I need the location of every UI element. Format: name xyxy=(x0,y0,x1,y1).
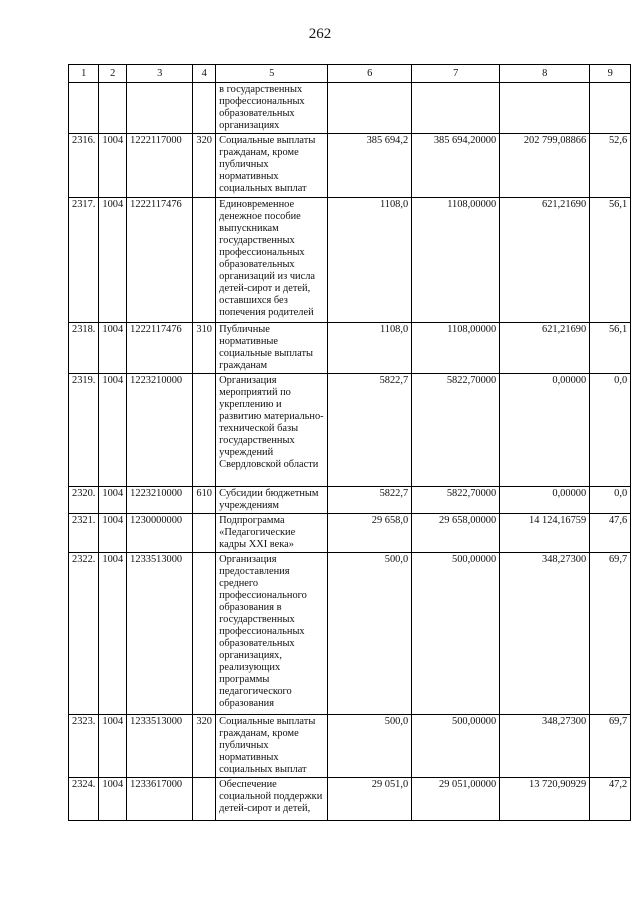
percent-col-9: 56,1 xyxy=(590,323,631,374)
section-code: 1004 xyxy=(99,198,127,323)
section-code: 1004 xyxy=(99,487,127,514)
expense-type-code xyxy=(193,514,216,553)
table-row xyxy=(69,83,631,134)
percent-col-9: 56,1 xyxy=(590,198,631,323)
percent-col-9: 47,2 xyxy=(590,778,631,821)
value-col-7: 5822,70000 xyxy=(412,374,500,487)
percent-col-9: 0,0 xyxy=(590,487,631,514)
value-col-8: 348,27300 xyxy=(500,715,590,778)
value-col-8: 14 124,16759 xyxy=(500,514,590,553)
header-cell: 6 xyxy=(328,65,412,83)
section-code: 1004 xyxy=(99,715,127,778)
target-article-code: 1223210000 xyxy=(127,487,193,514)
header-row xyxy=(69,65,631,83)
section-code: 1004 xyxy=(99,323,127,374)
item-name: Обеспечение социальной поддержки детей-сирот и детей, xyxy=(216,778,328,821)
value-col-6: 1108,0 xyxy=(328,323,412,374)
value-col-7: 500,00000 xyxy=(412,715,500,778)
item-name: Субсидии бюджетным учреждениям xyxy=(216,487,328,514)
expense-type-code xyxy=(193,553,216,715)
expense-type-code xyxy=(193,198,216,323)
target-article-code: 1223210000 xyxy=(127,374,193,487)
item-name: Социальные выплаты гражданам, кроме публичных нормативных социальных выплат xyxy=(216,134,328,198)
table-row xyxy=(69,715,631,778)
value-col-8: 348,27300 xyxy=(500,553,590,715)
row-number: 2317. xyxy=(69,198,99,323)
item-name: Организация мероприятий по укреплению и развитию материально-технической базы государственных учреждений Свердловской области xyxy=(216,374,328,487)
table-row xyxy=(69,487,631,514)
value-col-8 xyxy=(500,83,590,134)
value-col-6: 29 051,0 xyxy=(328,778,412,821)
target-article-code: 1222117476 xyxy=(127,323,193,374)
value-col-6: 5822,7 xyxy=(328,487,412,514)
table-row xyxy=(69,514,631,553)
expense-type-code xyxy=(193,374,216,487)
value-col-8: 13 720,90929 xyxy=(500,778,590,821)
target-article-code: 1233513000 xyxy=(127,553,193,715)
value-col-8: 0,00000 xyxy=(500,487,590,514)
row-number xyxy=(69,83,99,134)
value-col-7: 1108,00000 xyxy=(412,323,500,374)
budget-table xyxy=(68,64,631,821)
header-cell: 9 xyxy=(590,65,631,83)
header-cell: 7 xyxy=(412,65,500,83)
section-code: 1004 xyxy=(99,374,127,487)
row-number: 2316. xyxy=(69,134,99,198)
value-col-6: 500,0 xyxy=(328,553,412,715)
table-row xyxy=(69,374,631,487)
header-cell: 5 xyxy=(216,65,328,83)
table-row xyxy=(69,778,631,821)
header-cell: 1 xyxy=(69,65,99,83)
target-article-code: 1233513000 xyxy=(127,715,193,778)
section-code xyxy=(99,83,127,134)
target-article-code: 1222117000 xyxy=(127,134,193,198)
percent-col-9 xyxy=(590,83,631,134)
target-article-code xyxy=(127,83,193,134)
item-name: Организация предоставления среднего профессионального образования в государственных профессиональных образовательных организациях, реализующих программы педагогического образования xyxy=(216,553,328,715)
table-row xyxy=(69,323,631,374)
item-name: Подпрограмма «Педагогические кадры XXI века» xyxy=(216,514,328,553)
header-cell: 3 xyxy=(127,65,193,83)
header-cell: 4 xyxy=(193,65,216,83)
percent-col-9: 69,7 xyxy=(590,715,631,778)
table-row xyxy=(69,198,631,323)
expense-type-code: 610 xyxy=(193,487,216,514)
value-col-6 xyxy=(328,83,412,134)
row-number: 2319. xyxy=(69,374,99,487)
percent-col-9: 69,7 xyxy=(590,553,631,715)
target-article-code: 1222117476 xyxy=(127,198,193,323)
expense-type-code: 320 xyxy=(193,134,216,198)
percent-col-9: 47,6 xyxy=(590,514,631,553)
value-col-7: 29 051,00000 xyxy=(412,778,500,821)
expense-type-code: 320 xyxy=(193,715,216,778)
value-col-7 xyxy=(412,83,500,134)
value-col-6: 385 694,2 xyxy=(328,134,412,198)
target-article-code: 1233617000 xyxy=(127,778,193,821)
item-name: Единовременное денежное пособие выпускникам государственных профессиональных образовательных организаций из числа детей-сирот и детей, оставшихся без попечения родителей xyxy=(216,198,328,323)
value-col-6: 1108,0 xyxy=(328,198,412,323)
value-col-7: 5822,70000 xyxy=(412,487,500,514)
value-col-6: 500,0 xyxy=(328,715,412,778)
value-col-7: 1108,00000 xyxy=(412,198,500,323)
row-number: 2323. xyxy=(69,715,99,778)
row-number: 2318. xyxy=(69,323,99,374)
value-col-8: 621,21690 xyxy=(500,323,590,374)
section-code: 1004 xyxy=(99,778,127,821)
row-number: 2321. xyxy=(69,514,99,553)
expense-type-code xyxy=(193,83,216,134)
page-number: 262 xyxy=(308,26,332,42)
value-col-7: 385 694,20000 xyxy=(412,134,500,198)
value-col-7: 500,00000 xyxy=(412,553,500,715)
expense-type-code: 310 xyxy=(193,323,216,374)
percent-col-9: 0,0 xyxy=(590,374,631,487)
item-name: в государственных профессиональных образовательных организациях xyxy=(216,83,328,134)
target-article-code: 1230000000 xyxy=(127,514,193,553)
row-number: 2320. xyxy=(69,487,99,514)
section-code: 1004 xyxy=(99,134,127,198)
value-col-8: 202 799,08866 xyxy=(500,134,590,198)
value-col-7: 29 658,00000 xyxy=(412,514,500,553)
value-col-8: 621,21690 xyxy=(500,198,590,323)
header-cell: 2 xyxy=(99,65,127,83)
header-cell: 8 xyxy=(500,65,590,83)
table-row xyxy=(69,553,631,715)
value-col-6: 29 658,0 xyxy=(328,514,412,553)
expense-type-code xyxy=(193,778,216,821)
value-col-8: 0,00000 xyxy=(500,374,590,487)
value-col-6: 5822,7 xyxy=(328,374,412,487)
table-row xyxy=(69,134,631,198)
section-code: 1004 xyxy=(99,514,127,553)
section-code: 1004 xyxy=(99,553,127,715)
percent-col-9: 52,6 xyxy=(590,134,631,198)
row-number: 2322. xyxy=(69,553,99,715)
item-name: Социальные выплаты гражданам, кроме публичных нормативных социальных выплат xyxy=(216,715,328,778)
row-number: 2324. xyxy=(69,778,99,821)
item-name: Публичные нормативные социальные выплаты гражданам xyxy=(216,323,328,374)
